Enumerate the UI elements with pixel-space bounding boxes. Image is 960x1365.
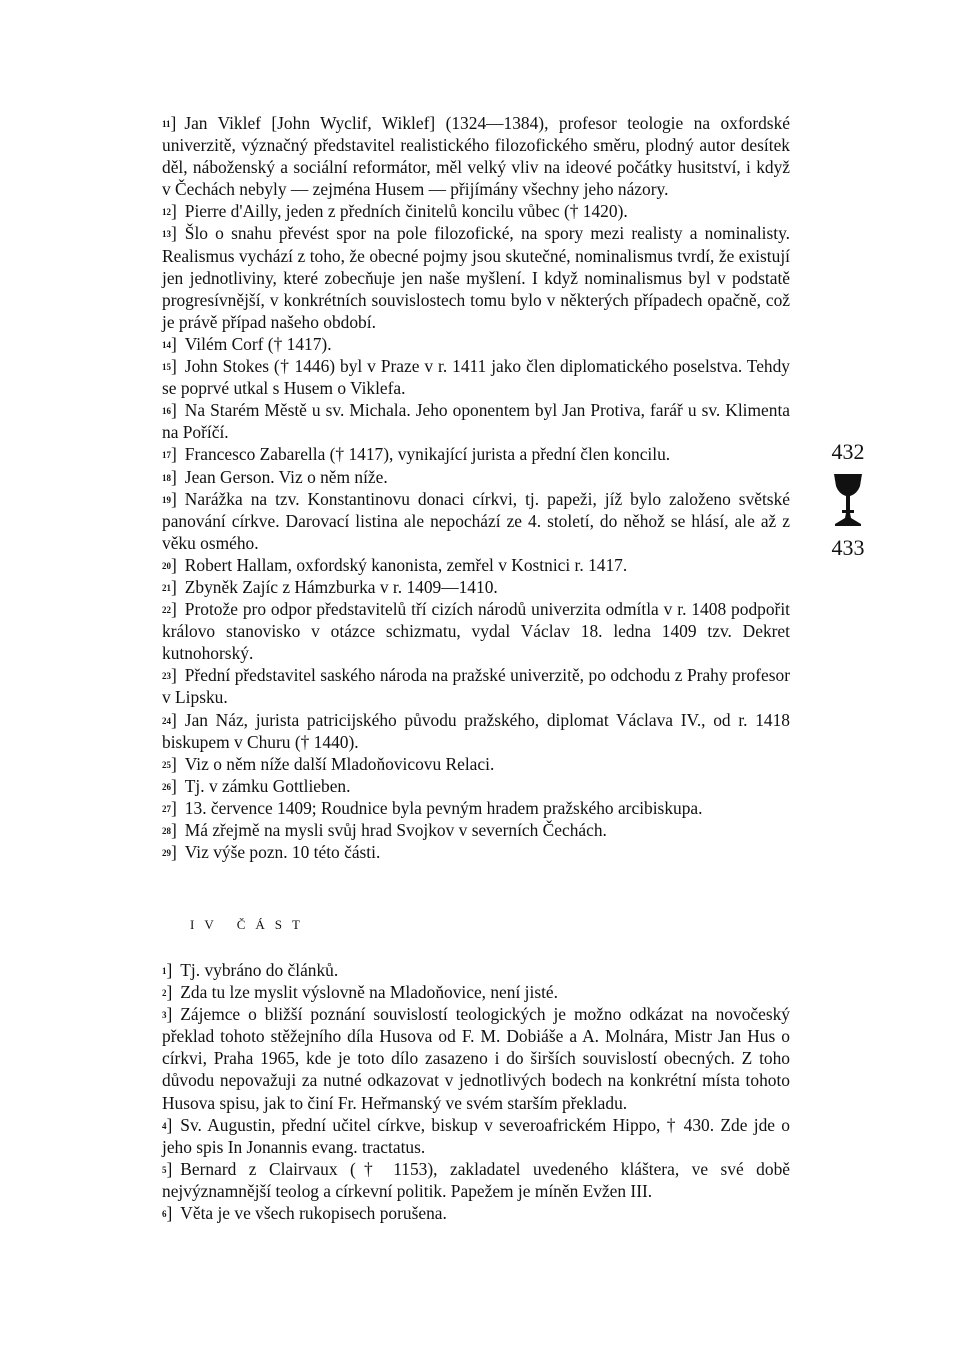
footnote-text: Jan Viklef [John Wyclif, Wiklef] (1324—1384), profesor teologie na oxfordské univerzitě, význačný představitel realistického filozofického směru, plodný autor desítek děl, náboženský a sociální reformátor, měl velký vliv na ideové počátky husitství, i když v Čechách nebyly — zejména Husem — přijímány všechny jeho názory.	[162, 113, 790, 200]
footnote-text: Bernard z Clairvaux († 1153), zakladatel uvedeného kláštera, ve své době nejvýznamnější teolog a církevní politik. Papežem je míněn Evžen III.	[162, 1158, 790, 1201]
footnote-text: Zájemce o bližší poznání souvislostí teologických je možno odkázat na novočeský překlad tohoto stěžejního díla Husova od F. M. Dobiáše a A. Molnára, Mistr Jan Hus o církvi, Praha 1965, kde je toto dílo zasazeno i do širších souvislostí obecných. Z toho důvodu nepovažuji za nutné odkazovat v jednotlivých bodech na konkrétní místa tohoto Husova spisu, jak to činí Fr. Heřmanský ve svém starším překladu.	[162, 1004, 790, 1113]
footnote-text: Vilém Corf († 1417).	[184, 333, 332, 354]
footnote-number: 12	[162, 207, 171, 218]
footnote-text: Přední představitel saského národa na pražské univerzitě, po odchodu z Prahy profesor v Lipsku.	[162, 665, 790, 708]
footnote	[162, 576, 790, 598]
footnote	[162, 333, 790, 355]
footnote-bracket: ]	[171, 223, 177, 244]
footnote-bracket: ]	[171, 709, 177, 730]
footnote-number: 29	[162, 848, 171, 859]
footnote-bracket: ]	[166, 1158, 173, 1179]
footnote	[162, 355, 790, 399]
footnote-bracket: ]	[171, 333, 177, 354]
footnote-number: 25	[162, 759, 171, 770]
footnote	[162, 488, 790, 554]
footnote-bracket: ]	[166, 1203, 173, 1224]
footnote-number: 27	[162, 803, 171, 814]
footnote-text: Šlo o snahu převést spor na pole filozofické, na spory mezi realisty a nominalisty. Realismus vychází z toho, že obecné pojmy jsou skutečné, nominalismus tvrdí, že existují jen jednotliviny, které zobecňuje jen naše myšlení. I když nominalismus byl v podstatě progresívnější, v konkrétních souvislostech tomu bylo v některých případech opačně, což je právě případ našeho období.	[162, 223, 790, 332]
footnote-number: 24	[162, 715, 171, 726]
page-number-top: 432	[831, 439, 865, 464]
footnote	[162, 200, 790, 222]
footnote-bracket: ]	[166, 960, 173, 980]
footnote-number: 28	[162, 826, 171, 836]
footnote-number: 22	[162, 605, 171, 616]
footnote	[162, 443, 790, 465]
footnote-bracket: ]	[171, 488, 177, 509]
footnote	[162, 841, 790, 863]
footnote-bracket: ]	[171, 201, 177, 222]
footnote-bracket: ]	[171, 753, 177, 774]
footnote-text: Zda tu lze myslit výslovně na Mladoňovice, není jisté.	[180, 982, 558, 1003]
footnote-number: 14	[162, 339, 171, 350]
footnote-text: Tj. v zámku Gottlieben.	[184, 775, 351, 796]
footnote	[162, 1202, 790, 1224]
footnote-text: Robert Hallam, oxfordský kanonista, zemřel v Kostnici r. 1417.	[184, 554, 628, 575]
footnote-bracket: ]	[170, 113, 177, 133]
footnote-number: 20	[162, 560, 171, 571]
footnote-number: 16	[162, 406, 171, 417]
footnote-number: 18	[162, 472, 171, 483]
footnote	[162, 399, 790, 443]
footnote-bracket: ]	[171, 554, 177, 575]
footnote	[162, 1003, 790, 1113]
footnotes-part-3	[162, 112, 790, 863]
footnote	[162, 466, 790, 488]
footnote-text: Francesco Zabarella († 1417), vynikající jurista a přední člen koncilu.	[184, 444, 671, 465]
footnote-text: John Stokes († 1446) byl v Praze v r. 1411 jako člen diplomatického poselstva. Tehdy se poprvé utkal s Husem o Viklefa.	[162, 356, 790, 399]
footnote-bracket: ]	[166, 982, 173, 1003]
footnote-number: 15	[162, 362, 171, 373]
footnote-number: 23	[162, 671, 171, 682]
footnote-bracket: ]	[171, 775, 177, 796]
footnote-number: 5	[162, 1164, 167, 1175]
footnote-bracket: ]	[171, 576, 177, 597]
footnote-bracket: ]	[171, 820, 177, 840]
footnote-number: 11	[162, 119, 171, 129]
footnote	[162, 981, 790, 1003]
footnote-number: 6	[162, 1209, 167, 1220]
footnote	[162, 598, 790, 664]
footnote-text: Tj. vybráno do článků.	[180, 960, 339, 980]
footnote	[162, 775, 790, 797]
footnote	[162, 753, 790, 775]
footnote-text: Věta je ve všech rukopisech porušena.	[180, 1203, 447, 1224]
footnote	[162, 222, 790, 332]
footnote	[162, 959, 790, 981]
footnote-text: Viz výše pozn. 10 této části.	[184, 842, 381, 863]
footnote-text: Sv. Augustin, přední učitel církve, biskup v severoafrickém Hippo, † 430. Zde jde o jeho spis In Jonannis evang. tractatus.	[162, 1114, 790, 1157]
footnote-number: 2	[162, 988, 167, 999]
footnote-number: 19	[162, 494, 171, 505]
footnote-bracket: ]	[171, 665, 177, 686]
footnote-bracket: ]	[171, 444, 177, 465]
footnote-number: 26	[162, 781, 171, 792]
footnote-text: Jan Náz, jurista patricijského původu pražského, diplomat Václava IV., od r. 1418 biskupem v Churu († 1440).	[162, 709, 790, 752]
footnote-number: 1	[162, 966, 167, 976]
footnote-text: Zbyněk Zajíc z Hámzburka v r. 1409—1410.	[184, 576, 498, 597]
footnote	[162, 112, 790, 200]
footnotes-part-4	[162, 959, 790, 1224]
footnote-bracket: ]	[171, 356, 177, 377]
footnote-bracket: ]	[171, 599, 177, 620]
footnote-number: 4	[162, 1120, 167, 1131]
footnote-bracket: ]	[166, 1114, 173, 1135]
footnote-number: 17	[162, 450, 171, 461]
footnote-bracket: ]	[166, 1004, 173, 1025]
footnote	[162, 819, 790, 841]
footnote	[162, 554, 790, 576]
section-title: IV ČÁST	[190, 917, 310, 932]
page-number-bottom: 433	[831, 535, 865, 560]
footnote-text: Na Starém Městě u sv. Michala. Jeho oponentem byl Jan Protiva, farář u sv. Klimenta na Poříčí.	[162, 400, 790, 443]
footnote	[162, 797, 790, 819]
footnote-number: 3	[162, 1010, 167, 1021]
footnote-bracket: ]	[171, 797, 177, 818]
footnote	[162, 1158, 790, 1202]
footnote-number: 21	[162, 582, 171, 593]
footnote	[162, 709, 790, 753]
footnote-bracket: ]	[171, 466, 177, 487]
footnote-bracket: ]	[171, 842, 177, 863]
footnote-number: 13	[162, 229, 171, 240]
chalice-icon	[831, 472, 865, 528]
footnote-bracket: ]	[171, 400, 177, 421]
footnote-text: Pierre d'Ailly, jeden z předních činitelů koncilu vůbec († 1420).	[184, 201, 628, 222]
footnote-text: 13. července 1409; Roudnice byla pevným hradem pražského arcibiskupa.	[184, 797, 703, 818]
footnote	[162, 664, 790, 708]
footnote	[162, 1114, 790, 1158]
footnote-text: Jean Gerson. Viz o něm níže.	[184, 466, 388, 487]
footnote-text: Narážka na tzv. Konstantinovu donaci církvi, tj. papeži, jíž bylo založeno světské panování církve. Darovací listina ale nepochází ze 4. století, do něhož se hlásí, ale až z věku osmého.	[162, 488, 790, 553]
footnote-text: Má zřejmě na mysli svůj hrad Svojkov v severních Čechách.	[184, 820, 607, 840]
footnote-text: Viz o něm níže další Mladoňovicovu Relaci.	[184, 753, 495, 774]
page-number-marker	[818, 440, 878, 560]
footnote-text: Protože pro odpor představitelů tří cizích národů univerzita odmítla v r. 1408 podpořit královo stanovisko v otázce schizmatu, vydal Václav 18. ledna 1409 tzv. Dekret kutnohorský.	[162, 599, 790, 664]
